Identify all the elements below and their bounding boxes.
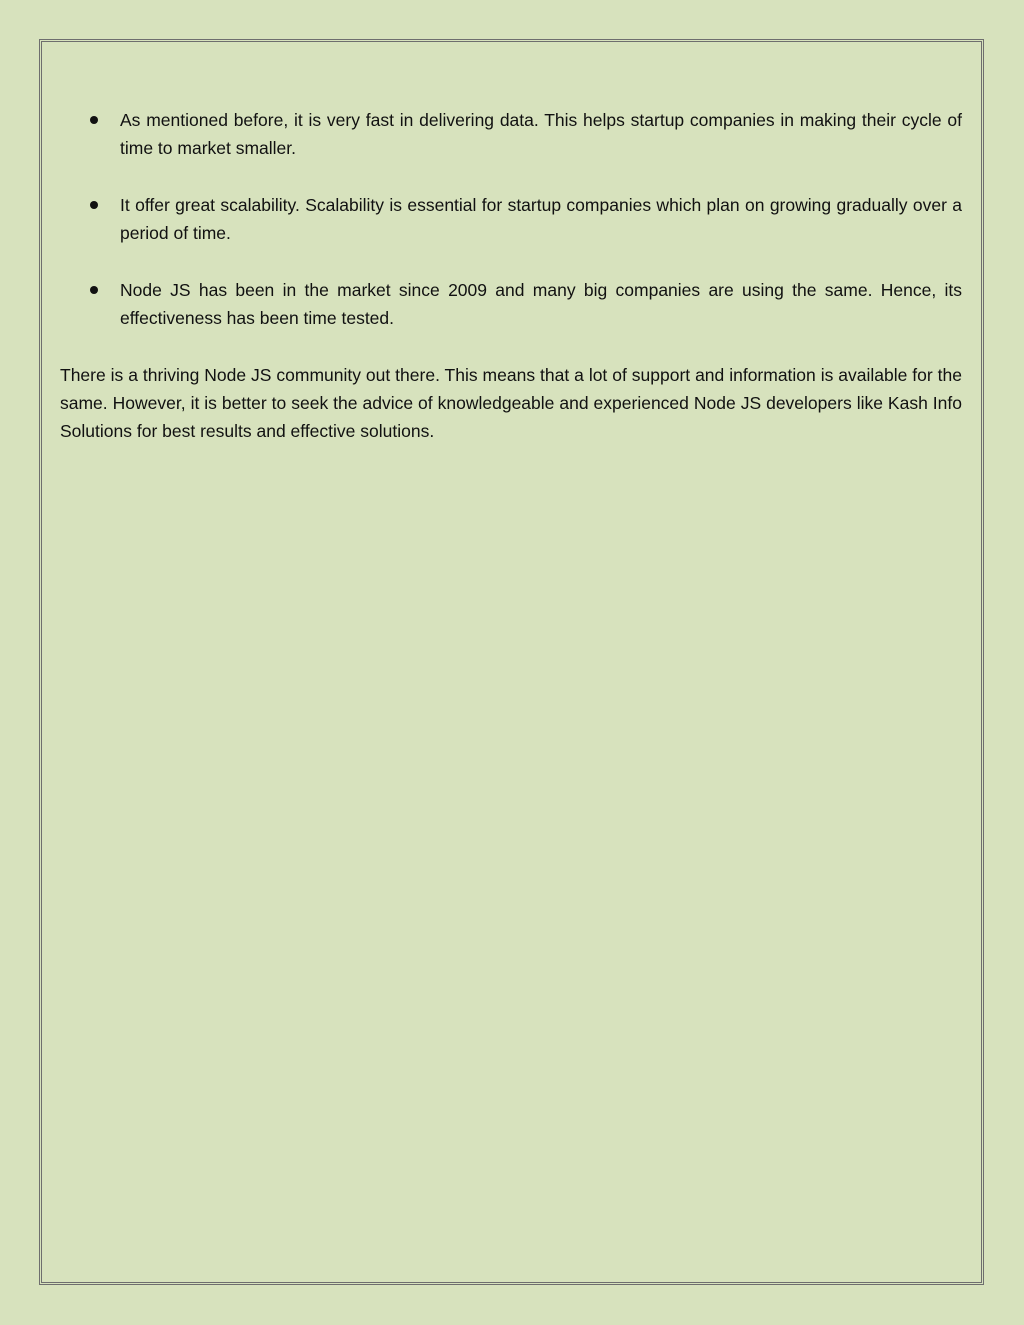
bullet-icon [90,116,98,124]
closing-paragraph: There is a thriving Node JS community out there. This means that a lot of support and information is available for the same. However, it is better to seek the advice of knowledgeable and experienced Node JS developers like Kash Info Solutions for best results and effective solutions. [60,365,962,441]
bullet-text: It offer great scalability. Scalability is essential for startup companies which plan on growing gradually over a period of time. [120,195,962,243]
bullet-text: Node JS has been in the market since 2009 and many big companies are using the same. Hence, its effectiveness has been time tested. [120,280,962,328]
list-item [60,276,962,332]
list-item [60,106,962,162]
list-item [60,191,962,247]
bullet-icon [90,201,98,209]
bullet-icon [90,286,98,294]
bullet-list [60,106,962,332]
bullet-text: As mentioned before, it is very fast in delivering data. This helps startup companies in making their cycle of time to market smaller. [120,110,962,158]
document-body [60,106,962,445]
